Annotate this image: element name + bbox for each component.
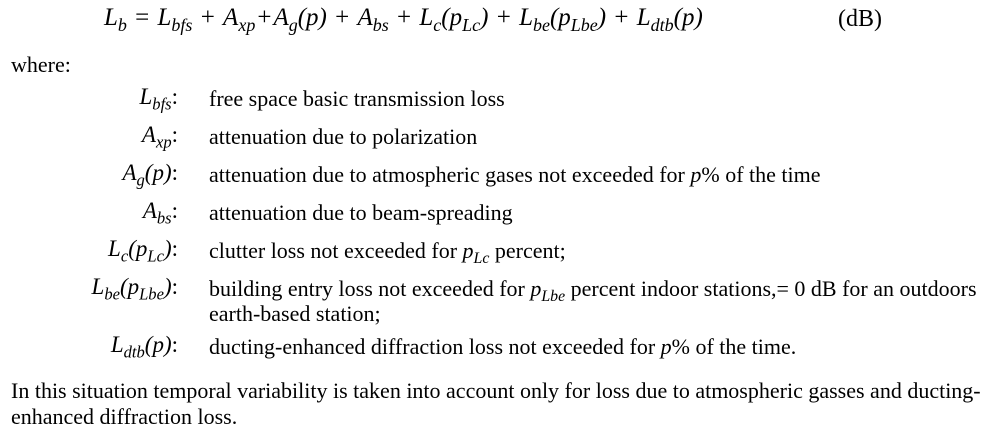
eq-term: $L_{dtb}(p)$ — [636, 4, 703, 35]
definition-row — [0, 158, 986, 196]
definition-text: ducting-enhanced diffraction loss not exceeded for p% of the time. — [209, 334, 797, 359]
definition-row — [0, 330, 986, 368]
eq-term: $A_g(p)$ — [273, 4, 327, 35]
where-label: where: — [11, 52, 71, 77]
definition-text: attenuation due to polarization — [209, 124, 478, 149]
definition-symbol: $L_{be}(p_{Lbe})$: — [91, 274, 178, 304]
eq-term: $A_{xp}$ — [223, 4, 256, 35]
definition-text: clutter loss not exceeded for $p_{Lc}$ percent; — [209, 238, 566, 268]
definition-symbol: $L_{dtb}(p)$: — [110, 332, 178, 362]
definition-text: attenuation due to atmospheric gases not exceeded for p% of the time — [209, 162, 821, 187]
definition-row — [0, 234, 986, 272]
definition-text: building entry loss not exceeded for $p_{Lbe}$ percent indoor stations,= 0 dB for an outdoors earth-based station; — [209, 276, 977, 326]
eq-term: $L_{be}(p_{Lbe})$ — [519, 4, 607, 35]
equation-unit: (dB) — [838, 6, 882, 32]
definition-symbol: $A_{xp}$: — [141, 122, 178, 152]
definition-text: attenuation due to beam-spreading — [209, 200, 513, 225]
definition-symbol: $L_{bfs}$: — [139, 84, 178, 114]
definition-symbol: $A_g(p)$: — [122, 160, 178, 190]
equation: $L_b = L_{bfs} + A_{xp}+A_g(p) + A_{bs} + L_c(p_{Lc}) + L_{be}(p_{Lbe}) + L_{dtb}(p)$ — [104, 4, 703, 35]
closing-paragraph: In this situation temporal variability is taken into account only for loss due to atmospheric gasses and ducting-enhanced diffraction loss. — [11, 378, 981, 429]
definition-list — [0, 82, 986, 368]
eq-term: $L_c(p_{Lc})$ — [419, 4, 489, 35]
definition-row — [0, 196, 986, 234]
definition-symbol: $L_c(p_{Lc})$: — [108, 236, 178, 266]
definition-row — [0, 82, 986, 120]
eq-lhs: $L_b$ — [104, 4, 127, 35]
definition-symbol: $A_{bs}$: — [142, 198, 178, 228]
definition-text: free space basic transmission loss — [209, 86, 505, 111]
definition-row — [0, 272, 986, 330]
eq-term: $L_{bfs}$ — [157, 4, 193, 35]
eq-term: $A_{bs}$ — [357, 4, 389, 35]
definition-row — [0, 120, 986, 158]
